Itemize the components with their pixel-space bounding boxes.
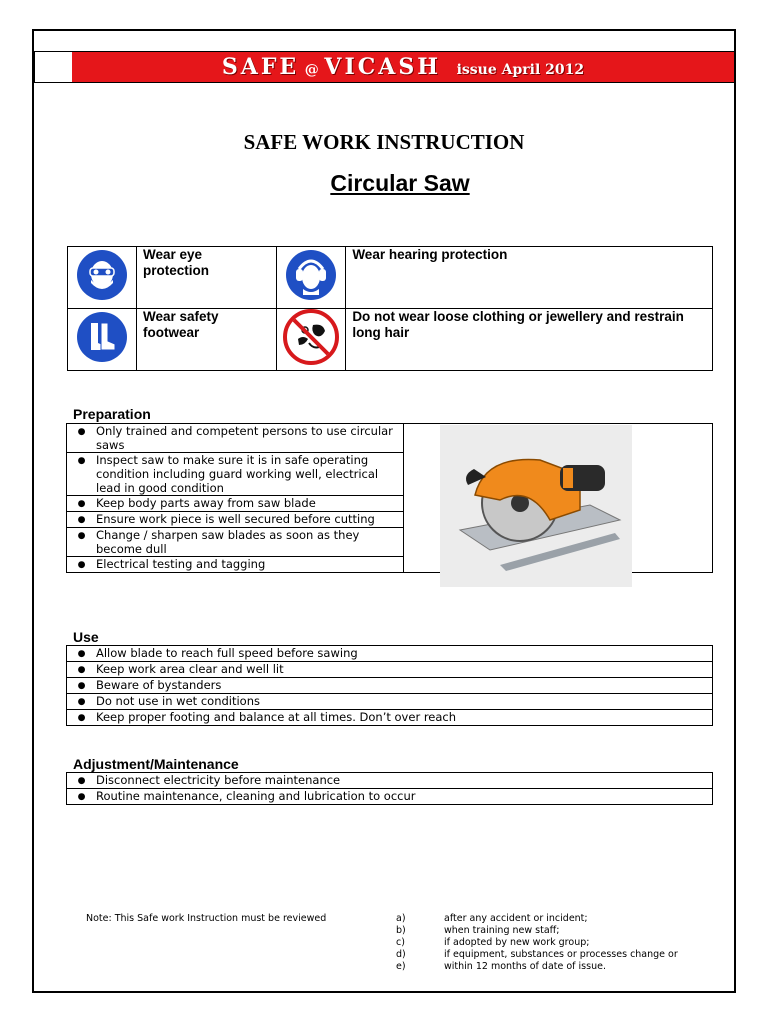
preparation-item-4: Change / sharpen saw blades as soon as they become dull <box>96 528 360 556</box>
bullet-icon: ● <box>77 427 86 437</box>
review-condition: if adopted by new work group; <box>444 937 590 948</box>
preparation-item-0: Only trained and competent persons to use circular saws <box>96 424 393 452</box>
header-brand <box>72 52 734 82</box>
bullet-icon: ● <box>77 515 86 525</box>
use-item-1: Keep work area clear and well lit <box>96 662 284 676</box>
ppe-clothing-text: Do not wear loose clothing or jewellery and restrain long hair <box>346 309 713 371</box>
ppe-hearing-text: Wear hearing protection <box>346 247 713 309</box>
list-item <box>67 496 404 512</box>
review-condition: within 12 months of date of issue. <box>444 961 606 972</box>
bullet-icon: ● <box>77 499 86 509</box>
bullet-icon: ● <box>77 713 86 723</box>
use-item-4: Keep proper footing and balance at all times. Don’t over reach <box>96 710 457 724</box>
safety-footwear-icon <box>74 309 130 365</box>
bullet-icon: ● <box>77 456 86 466</box>
preparation-heading: Preparation <box>73 406 151 422</box>
list-item <box>67 424 404 453</box>
list-item <box>67 678 713 694</box>
ppe-icon-cell <box>277 247 346 309</box>
review-note: Note: This Safe work Instruction must be reviewed <box>86 913 327 924</box>
bullet-icon: ● <box>77 697 86 707</box>
bullet-icon: ● <box>77 776 86 786</box>
issue-date: issue April 2012 <box>456 62 585 78</box>
list-item <box>67 710 713 726</box>
use-table <box>66 645 713 726</box>
preparation-item-3: Ensure work piece is well secured before cutting <box>96 512 375 526</box>
bullet-icon: ● <box>77 560 86 570</box>
ppe-table <box>67 246 713 371</box>
bullet-icon: ● <box>77 792 86 802</box>
review-conditions <box>444 913 678 973</box>
use-item-0: Allow blade to reach full speed before sawing <box>96 646 358 660</box>
ppe-icon-cell <box>68 309 137 371</box>
list-item <box>67 789 713 805</box>
review-letter: e) <box>396 961 406 972</box>
bullet-icon: ● <box>77 531 86 541</box>
ppe-icon-cell <box>68 247 137 309</box>
circular-saw-illustration <box>440 425 632 587</box>
review-letter: b) <box>396 925 406 936</box>
review-condition: if equipment, substances or processes change or <box>444 949 678 960</box>
review-letter: a) <box>396 913 406 924</box>
use-item-3: Do not use in wet conditions <box>96 694 260 708</box>
use-item-2: Beware of bystanders <box>96 678 222 692</box>
list-item <box>67 646 713 662</box>
eye-protection-icon <box>74 247 130 303</box>
maintenance-item-1: Routine maintenance, cleaning and lubrication to occur <box>96 789 416 803</box>
list-item <box>67 557 404 573</box>
use-heading: Use <box>73 629 99 645</box>
list-item <box>67 694 713 710</box>
list-item <box>67 512 404 528</box>
circular-saw-image <box>440 425 632 587</box>
bullet-icon: ● <box>77 681 86 691</box>
document-title: SAFE WORK INSTRUCTION <box>243 130 525 154</box>
review-condition: when training new staff; <box>444 925 560 936</box>
brand-at: @ <box>304 62 319 78</box>
hearing-protection-icon <box>283 247 339 303</box>
maintenance-table <box>66 772 713 805</box>
list-item <box>67 453 404 496</box>
preparation-item-5: Electrical testing and tagging <box>96 557 266 571</box>
preparation-item-1: Inspect saw to make sure it is in safe operating condition including guard working well, electrical lead in good condition <box>96 453 379 495</box>
review-letter: d) <box>396 949 406 960</box>
bullet-icon: ● <box>77 665 86 675</box>
brand-safe: SAFE <box>221 54 300 80</box>
document-subtitle: Circular Saw <box>330 170 470 196</box>
list-item <box>67 528 404 557</box>
ppe-eye-text: Wear eye protection <box>137 247 277 309</box>
brand-vicash: VICASH <box>324 54 441 80</box>
ppe-footwear-text: Wear safety footwear <box>137 309 277 371</box>
list-item <box>67 662 713 678</box>
maintenance-heading: Adjustment/Maintenance <box>73 756 239 772</box>
review-letters <box>396 913 406 973</box>
ppe-icon-cell <box>277 309 346 371</box>
bullet-icon: ● <box>77 649 86 659</box>
review-condition: after any accident or incident; <box>444 913 588 924</box>
no-loose-clothing-icon <box>283 309 339 365</box>
review-letter: c) <box>396 937 405 948</box>
list-item <box>67 773 713 789</box>
preparation-item-2: Keep body parts away from saw blade <box>96 496 316 510</box>
maintenance-item-0: Disconnect electricity before maintenance <box>96 773 341 787</box>
